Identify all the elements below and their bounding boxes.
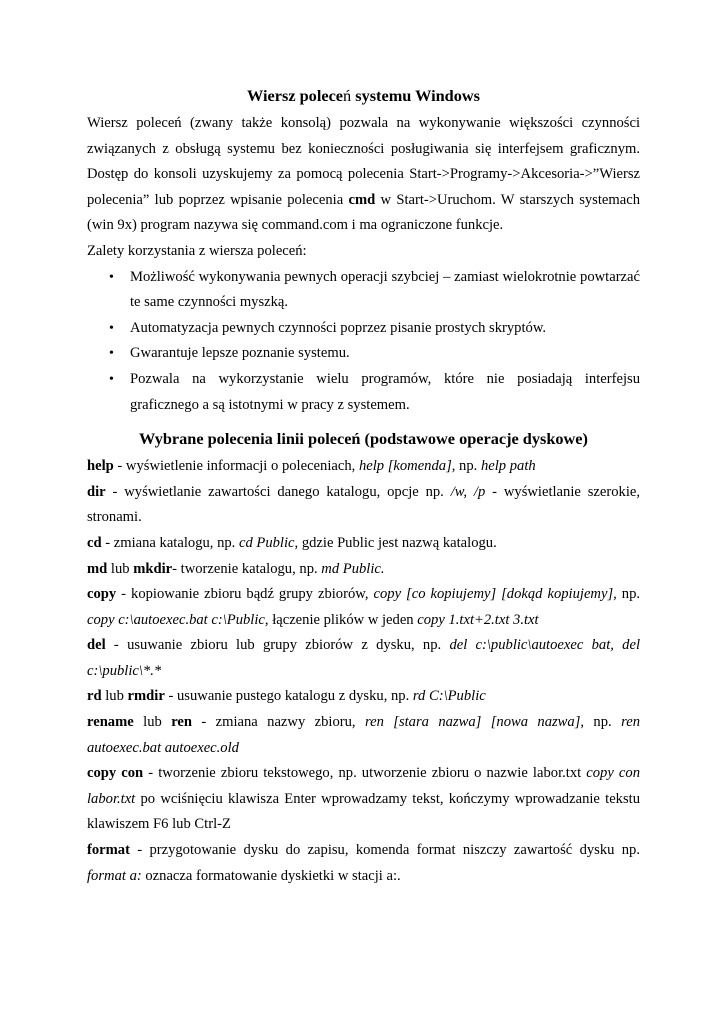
cmd-copy <box>87 582 640 633</box>
title-accent-char: ń <box>343 86 352 105</box>
cmd-name: ren <box>171 714 192 731</box>
cmd-desc: lub <box>101 688 128 705</box>
cmd-name: cd <box>87 534 102 551</box>
cmd-desc: - usuwanie pustego katalogu z dysku, np. <box>164 688 413 705</box>
cmd-desc: , łączenie plików w jeden <box>264 611 418 628</box>
cmd-example: help [komenda], <box>358 458 456 475</box>
cmd-desc: - przygotowanie dysku do zapisu, komenda format niszczy zawartość dysku np. <box>129 842 640 859</box>
cmd-desc: - wyświetlanie szerokie, stronami. <box>87 483 640 526</box>
document-body <box>87 83 640 889</box>
cmd-example: md Public. <box>321 560 385 577</box>
cmd-example: copy [co kopiujemy] [dokąd kopiujemy], <box>373 586 617 603</box>
intro-paragraph <box>87 111 640 239</box>
cmd-name: rd <box>87 688 102 705</box>
bullet-icon: • <box>109 320 114 336</box>
section-title: Wybrane polecenia linii poleceń (podstawowe operacje dyskowe) <box>139 429 588 449</box>
cmd-desc: np. <box>455 458 481 475</box>
list-item-text: Gwarantuje lepsze poznanie systemu. <box>130 345 350 362</box>
cmd-example: copy 1.txt+2.txt 3.txt <box>417 611 539 628</box>
title-text-part: Wiersz polece <box>247 86 344 105</box>
cmd-desc: oznacza formatowanie dyskietki w stacji a:. <box>141 867 401 884</box>
cmd-md <box>87 557 640 583</box>
cmd-rename <box>87 710 640 761</box>
cmd-desc: - wyświetlanie zawartości danego katalogu, opcje np. <box>105 483 451 500</box>
cmd-rd <box>87 684 640 710</box>
cmd-dir <box>87 480 640 531</box>
cmd-name: dir <box>87 483 106 500</box>
cmd-name: rename <box>87 714 134 731</box>
bullet-icon: • <box>109 346 114 362</box>
cmd-name: md <box>87 560 108 577</box>
cmd-name: del <box>87 637 106 654</box>
list-item <box>109 265 640 316</box>
cmd-format <box>87 838 640 889</box>
cmd-name: copy con <box>87 765 144 782</box>
bullet-icon: • <box>109 269 114 285</box>
cmd-example: copy c:\autoexec.bat c:\Public <box>87 611 265 628</box>
cmd-example: rd C:\Public <box>412 688 486 705</box>
cmd-name: help <box>87 458 114 475</box>
cmd-desc: np. <box>616 586 641 603</box>
advantages-heading: Zalety korzystania z wiersza poleceń: <box>87 242 307 259</box>
cmd-name: copy <box>87 586 117 603</box>
cmd-example: ren autoexec.bat autoexec.old <box>87 714 640 756</box>
cmd-example: del c:\public\autoexec bat, del c:\public\*.* <box>87 637 640 679</box>
cmd-example: format a: <box>87 867 142 884</box>
list-item <box>109 341 640 367</box>
title-text-part: systemu Windows <box>351 86 480 105</box>
advantages-list <box>87 265 640 419</box>
cmd-desc: - zmiana katalogu, np. <box>101 534 239 551</box>
list-item-text: Automatyzacja pewnych czynności poprzez pisanie prostych skryptów. <box>130 319 547 336</box>
cmd-example: help path <box>480 458 536 475</box>
cmd-desc: - tworzenie zbioru tekstowego, np. utworzenie zbioru o nazwie labor.txt <box>143 765 587 782</box>
cmd-del <box>87 633 640 684</box>
cmd-desc: - zmiana nazwy zbioru, <box>192 714 365 731</box>
cmd-name: format <box>87 842 130 859</box>
page-title <box>87 83 640 109</box>
list-item <box>109 367 640 418</box>
intro-text: Wiersz poleceń (zwany także konsolą) pozwala na wykonywanie większości czynności związanych z obsługą systemu bez konieczności posługiwania się interfejsem graficznym. Dostęp do konsoli uzyskujemy za pomocą polecenia Start->Programy->Akcesoria->”Wiersz polecenia” lub poprzez wpisanie polecenia <box>87 115 640 208</box>
list-item-text: Pozwala na wykorzystanie wielu programów, które nie posiadają interfejsu graficznego a są istotnymi w pracy z systemem. <box>130 370 640 413</box>
cmd-desc: - wyświetlenie informacji o poleceniach, <box>113 458 359 475</box>
list-item-text: Możliwość wykonywania pewnych operacji szybciej – zamiast wielokrotnie powtarzać te same czynności myszką. <box>130 268 640 311</box>
cmd-copy-con <box>87 761 640 838</box>
cmd-example: copy con labor.txt <box>87 765 640 807</box>
cmd-example: cd Public <box>238 534 295 551</box>
cmd-desc: lub <box>107 560 134 577</box>
cmd-desc: po wciśnięciu klawisza Enter wprowadzamy tekst, kończymy wprowadzanie tekstu klawiszem F6 lub Ctrl-Z <box>87 790 640 833</box>
intro-text: w Start->Uruchom. W starszych systemach (win 9x) program nazywa się command.com i ma ograniczone funkcje. <box>87 191 640 234</box>
cmd-example: ren [stara nazwa] [nowa nazwa], <box>364 714 585 731</box>
cmd-example: /w, /p <box>450 483 486 500</box>
cmd-desc: - kopiowanie zbioru bądź grupy zbiorów, <box>116 586 374 603</box>
bullet-icon: • <box>109 371 114 387</box>
cmd-name: rmdir <box>127 688 165 705</box>
cmd-desc: - usuwanie zbioru lub grupy zbiorów z dysku, np. <box>105 637 450 654</box>
cmd-name: mkdir <box>133 560 173 577</box>
cmd-desc: , gdzie Public jest nazwą katalogu. <box>294 534 497 551</box>
cmd-desc: - tworzenie katalogu, np. <box>172 560 322 577</box>
list-item <box>109 316 640 342</box>
cmd-cd <box>87 531 640 557</box>
cmd-desc: np. <box>584 714 622 731</box>
intro-cmd: cmd <box>348 191 376 208</box>
cmd-desc: lub <box>133 714 172 731</box>
cmd-help <box>87 454 640 480</box>
